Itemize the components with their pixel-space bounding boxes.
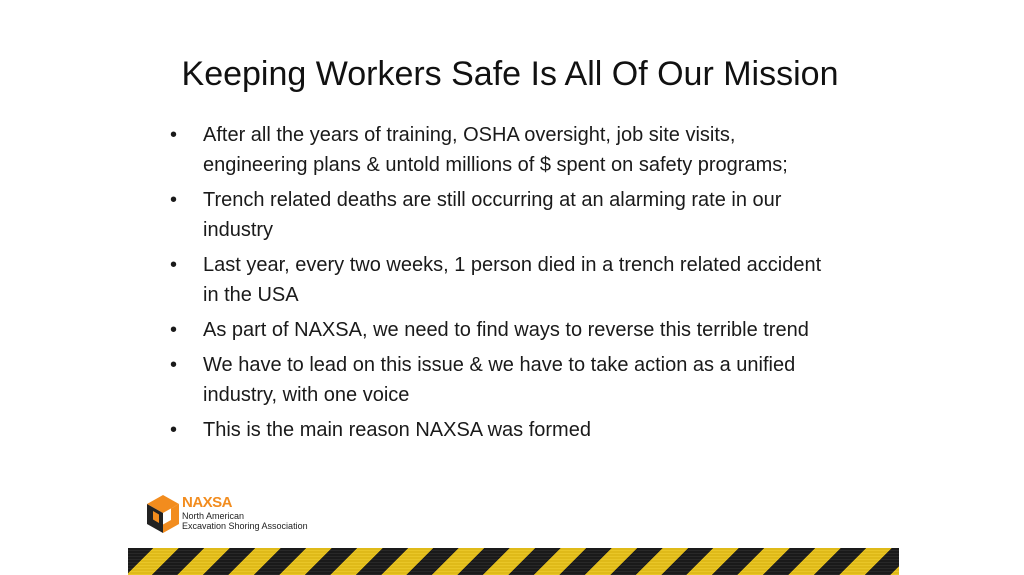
bullet-icon: • <box>170 189 178 211</box>
bullet-text: We have to lead on this issue & we have to take action as a unified industry, with one voice <box>203 354 796 406</box>
hazard-stripe <box>128 548 899 575</box>
logo-brand: NAXSA <box>182 494 233 511</box>
bullet-text: Last year, every two weeks, 1 person died in a trench related accident in the USA <box>203 254 822 306</box>
bullet-item <box>170 315 830 345</box>
slide-title: Keeping Workers Safe Is All Of Our Mission <box>181 55 839 93</box>
bullet-item <box>170 415 830 445</box>
bullet-text: After all the years of training, OSHA oversight, job site visits, engineering plans & untold millions of $ spent on safety programs; <box>203 124 788 176</box>
bullet-icon: • <box>170 354 178 376</box>
logo-line-1: North American <box>182 511 245 521</box>
logo-line-2: Excavation Shoring Association <box>182 521 308 531</box>
bullet-item <box>170 350 830 410</box>
bullet-text: This is the main reason NAXSA was formed <box>203 419 591 441</box>
bullet-list <box>170 120 830 450</box>
bullet-icon: • <box>170 124 178 146</box>
bullet-text: Trench related deaths are still occurring at an alarming rate in our industry <box>203 189 782 241</box>
cube-logo-icon <box>145 493 181 535</box>
bullet-text: As part of NAXSA, we need to find ways to reverse this terrible trend <box>203 319 809 341</box>
bullet-icon: • <box>170 419 178 441</box>
bullet-item <box>170 185 830 245</box>
bullet-item <box>170 250 830 310</box>
naxsa-logo <box>145 493 308 539</box>
bullet-icon: • <box>170 254 178 276</box>
bullet-icon: • <box>170 319 178 341</box>
bullet-item <box>170 120 830 180</box>
